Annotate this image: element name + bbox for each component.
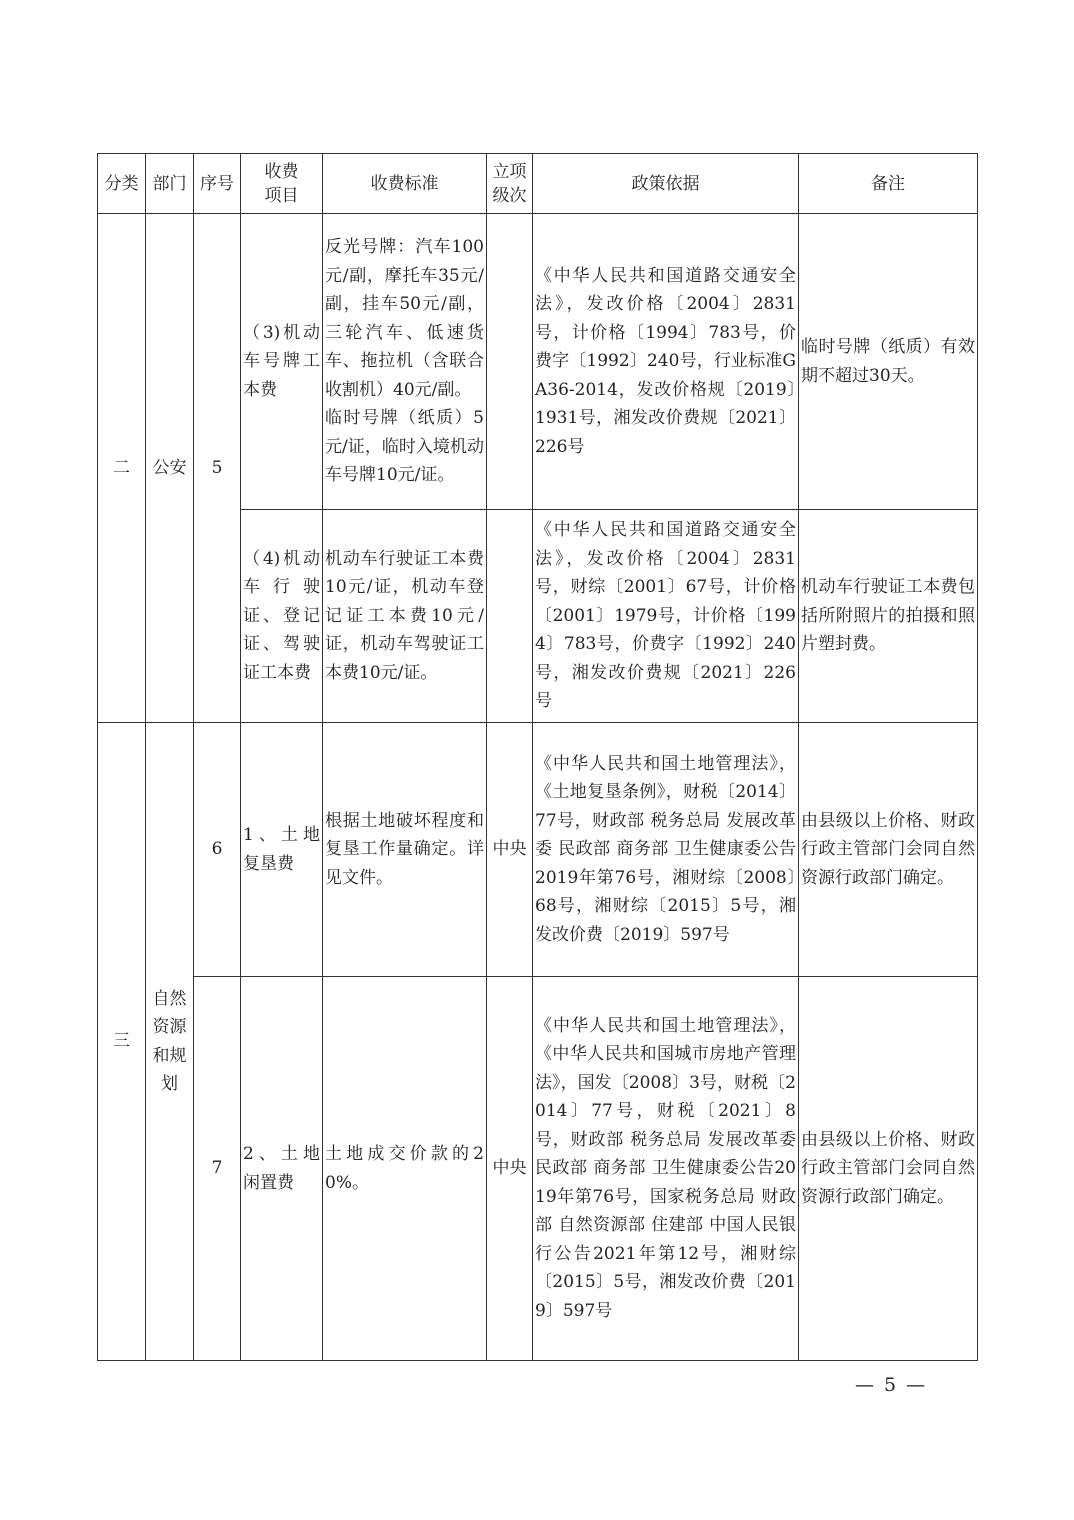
header-department: 部门: [146, 154, 194, 214]
category-cell: 二: [98, 214, 146, 723]
table-header-row: [98, 154, 978, 214]
department-cell: 公安: [146, 214, 194, 723]
seq-cell: 6: [194, 723, 241, 977]
seq-cell: 7: [194, 977, 241, 1361]
header-basis: 政策依据: [533, 154, 799, 214]
basis-cell: 《中华人民共和国土地管理法》，《土地复垦条例》，财税〔2014〕77号，财政部 税务总局 发展改革委 民政部 商务部 卫生健康委公告2019年第76号，湘财综〔2008〕68号，湘财综〔2015〕5号，湘发改价费〔2019〕597号: [533, 723, 799, 977]
level-cell: [487, 214, 533, 510]
remark-cell: 临时号牌（纸质）有效期不超过30天。: [799, 214, 978, 510]
page-number: — 5 —: [855, 1374, 928, 1396]
table-row: [98, 977, 978, 1361]
basis-cell: 《中华人民共和国土地管理法》，《中华人民共和国城市房地产管理法》，国发〔2008〕3号，财税〔2014〕77号，财税〔2021〕8号，财政部 税务总局 发展改革委 民政部 商务部 卫生健康委公告2019年第76号，国家税务总局 财政部 自然资源部 住建部 中国人民银行公告2021年第12号，湘财综〔2015〕5号，湘发改价费〔2019〕597号: [533, 977, 799, 1361]
standard-cell: 机动车行驶证工本费10元/证，机动车登记证工本费10元/证，机动车驾驶证工本费10元/证。: [323, 510, 487, 723]
standard-cell: 土地成交价款的20%。: [323, 977, 487, 1361]
table-row: [98, 214, 978, 510]
item-cell: 2、土地闲置费: [241, 977, 323, 1361]
fee-table: [97, 153, 978, 1361]
level-cell: 中央: [487, 723, 533, 977]
table-row: [98, 723, 978, 977]
item-cell: （3)机动车号牌工本费: [241, 214, 323, 510]
remark-cell: 由县级以上价格、财政行政主管部门会同自然资源行政部门确定。: [799, 977, 978, 1361]
level-cell: [487, 510, 533, 723]
item-cell: （4)机动车行驶证、登记证、驾驶证工本费: [241, 510, 323, 723]
remark-cell: 机动车行驶证工本费包括所附照片的拍摄和照片塑封费。: [799, 510, 978, 723]
header-seq: 序号: [194, 154, 241, 214]
standard-cell: 根据土地破坏程度和复垦工作量确定。详见文件。: [323, 723, 487, 977]
category-cell: 三: [98, 723, 146, 1361]
header-item: 收费 项目: [241, 154, 323, 214]
standard-cell: 反光号牌：汽车100元/副，摩托车35元/副，挂车50元/副，三轮汽车、低速货车、拖拉机（含联合收割机）40元/副。 临时号牌（纸质）5元/证，临时入境机动车号牌10元/证。: [323, 214, 487, 510]
seq-cell: 5: [194, 214, 241, 723]
remark-cell: 由县级以上价格、财政行政主管部门会同自然资源行政部门确定。: [799, 723, 978, 977]
header-remark: 备注: [799, 154, 978, 214]
item-cell: 1、土地复垦费: [241, 723, 323, 977]
department-cell: 自然资源和规划: [146, 723, 194, 1361]
basis-cell: 《中华人民共和国道路交通安全法》，发改价格〔2004〕2831号，计价格〔1994〕783号，价费字〔1992〕240号，行业标准GA36-2014，发改价格规〔2019〕1931号，湘发改价费规〔2021〕226号: [533, 214, 799, 510]
header-level: 立项 级次: [487, 154, 533, 214]
header-category: 分类: [98, 154, 146, 214]
level-cell: 中央: [487, 977, 533, 1361]
basis-cell: 《中华人民共和国道路交通安全法》，发改价格〔2004〕2831号，财综〔2001〕67号，计价格〔2001〕1979号，计价格〔1994〕783号，价费字〔1992〕240号，湘发改价费规〔2021〕226号: [533, 510, 799, 723]
header-standard: 收费标准: [323, 154, 487, 214]
